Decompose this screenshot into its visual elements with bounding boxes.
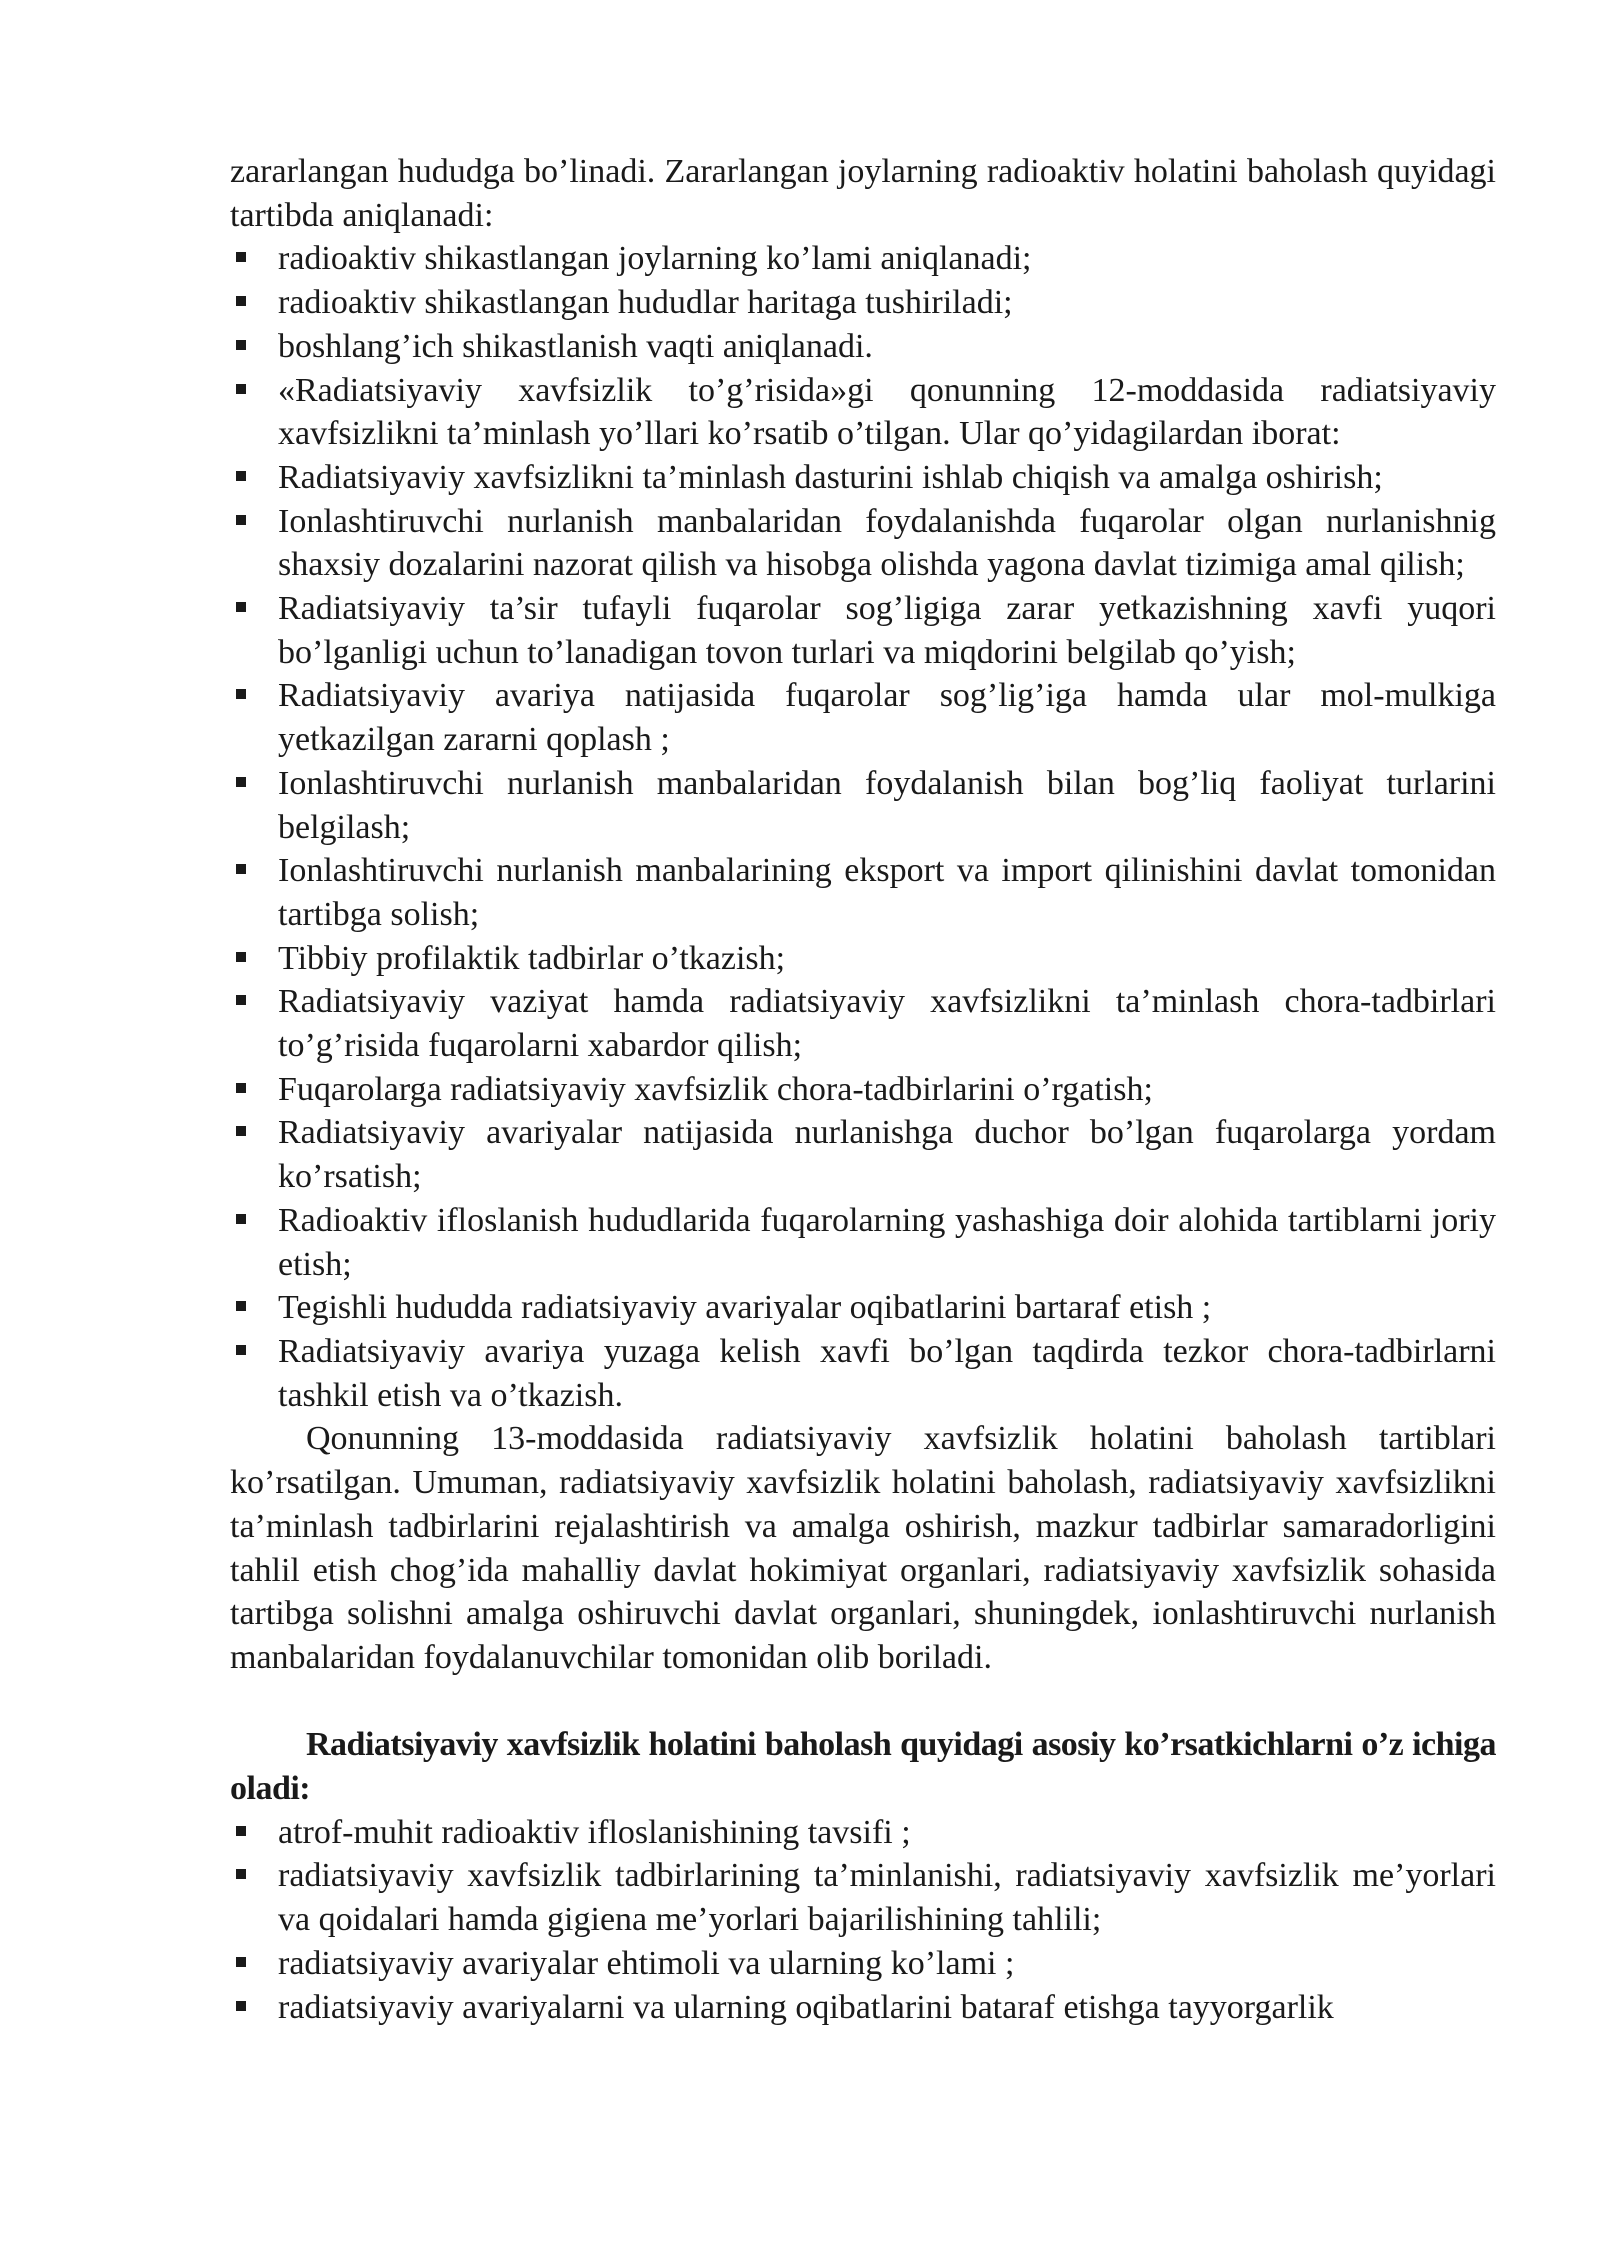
list-item: «Radiatsiyaviy xavfsizlik to’g’risida»gi qonunning 12-moddasida radiatsiyaviy xavfsizlikni ta’minlash yo’llari ko’rsatib o’tilgan. Ular qo’yidagilardan iborat: <box>230 369 1496 456</box>
body-paragraph: Qonunning 13-moddasida radiatsiyaviy xavfsizlik holatini baholash tartiblari ko’rsatilgan. Umuman, radiatsiyaviy xavfsizlik holatini baholash, radiatsiyaviy xavfsizlikni ta’minlash tadbirlarini rejalashtirish va amalga oshirish, mazkur tadbirlar samaradorligini tahlil etish chog’ida mahalliy davlat hokimiyat organlari, radiatsiyaviy xavfsizlik sohasida tartibga solishni amalga oshiruvchi davlat organlari, shuningdek, ionlashtiruvchi nurlanish manbalaridan foydalanuvchilar tomonidan olib boriladi. <box>230 1420 1496 1676</box>
list-item: radiatsiyaviy avariyalarni va ularning oqibatlarini bataraf etishga tayyorgarlik <box>230 1986 1496 2030</box>
section-heading: Radiatsiyaviy xavfsizlik holatini baholash quyidagi asosiy ko’rsatkichlarni o’z ichiga oladi: <box>230 1726 1496 1807</box>
list-item: radioaktiv shikastlangan hududlar haritaga tushiriladi; <box>230 281 1496 325</box>
indicators-list <box>230 1811 1496 2030</box>
list-item: radiatsiyaviy avariyalar ehtimoli va ularning ko’lami ; <box>230 1942 1496 1986</box>
list-item: Radiatsiyaviy vaziyat hamda radiatsiyaviy xavfsizlikni ta’minlash chora-tadbirlari to’g’risida fuqarolarni xabardor qilish; <box>230 980 1496 1067</box>
list-item: radioaktiv shikastlangan joylarning ko’lami aniqlanadi; <box>230 237 1496 281</box>
list-item: Radiatsiyaviy avariya yuzaga kelish xavfi bo’lgan taqdirda tezkor chora-tadbirlarni tashkil etish va o’tkazish. <box>230 1330 1496 1417</box>
measures-list <box>230 237 1496 1417</box>
list-item: Fuqarolarga radiatsiyaviy xavfsizlik chora-tadbirlarini o’rgatish; <box>230 1068 1496 1112</box>
list-item: boshlang’ich shikastlanish vaqti aniqlanadi. <box>230 325 1496 369</box>
list-item: Ionlashtiruvchi nurlanish manbalaridan foydalanishda fuqarolar olgan nurlanishnig shaxsiy dozalarini nazorat qilish va hisobga olishda yagona davlat tizimiga amal qilish; <box>230 500 1496 587</box>
list-item: Ionlashtiruvchi nurlanish manbalaridan foydalanish bilan bog’liq faoliyat turlarini belgilash; <box>230 762 1496 849</box>
list-item: Ionlashtiruvchi nurlanish manbalarining eksport va import qilinishini davlat tomonidan tartibga solish; <box>230 849 1496 936</box>
list-item: Radiatsiyaviy xavfsizlikni ta’minlash dasturini ishlab chiqish va amalga oshirish; <box>230 456 1496 500</box>
list-item: Radioaktiv ifloslanish hududlarida fuqarolarning yashashiga doir alohida tartiblarni joriy etish; <box>230 1199 1496 1286</box>
list-item: Radiatsiyaviy avariyalar natijasida nurlanishga duchor bo’lgan fuqarolarga yordam ko’rsatish; <box>230 1111 1496 1198</box>
intro-paragraph: zararlangan hududga bo’linadi. Zararlangan joylarning radioaktiv holatini baholash quyidagi tartibda aniqlanadi: <box>230 153 1496 234</box>
list-item: atrof-muhit radioaktiv ifloslanishining tavsifi ; <box>230 1811 1496 1855</box>
document-page <box>230 150 1496 2029</box>
blank-line <box>230 1680 1496 1724</box>
list-item: Radiatsiyaviy ta’sir tufayli fuqarolar sog’ligiga zarar yetkazishning xavfi yuqori bo’lganligi uchun to’lanadigan tovon turlari va miqdorini belgilab qo’yish; <box>230 587 1496 674</box>
list-item: Tibbiy profilaktik tadbirlar o’tkazish; <box>230 937 1496 981</box>
list-item: Tegishli hududda radiatsiyaviy avariyalar oqibatlarini bartaraf etish ; <box>230 1286 1496 1330</box>
list-item: Radiatsiyaviy avariya natijasida fuqarolar sog’lig’iga hamda ular mol-mulkiga yetkazilgan zararni qoplash ; <box>230 674 1496 761</box>
list-item: radiatsiyaviy xavfsizlik tadbirlarining ta’minlanishi, radiatsiyaviy xavfsizlik me’yorlari va qoidalari hamda gigiena me’yorlari bajarilishining tahlili; <box>230 1854 1496 1941</box>
